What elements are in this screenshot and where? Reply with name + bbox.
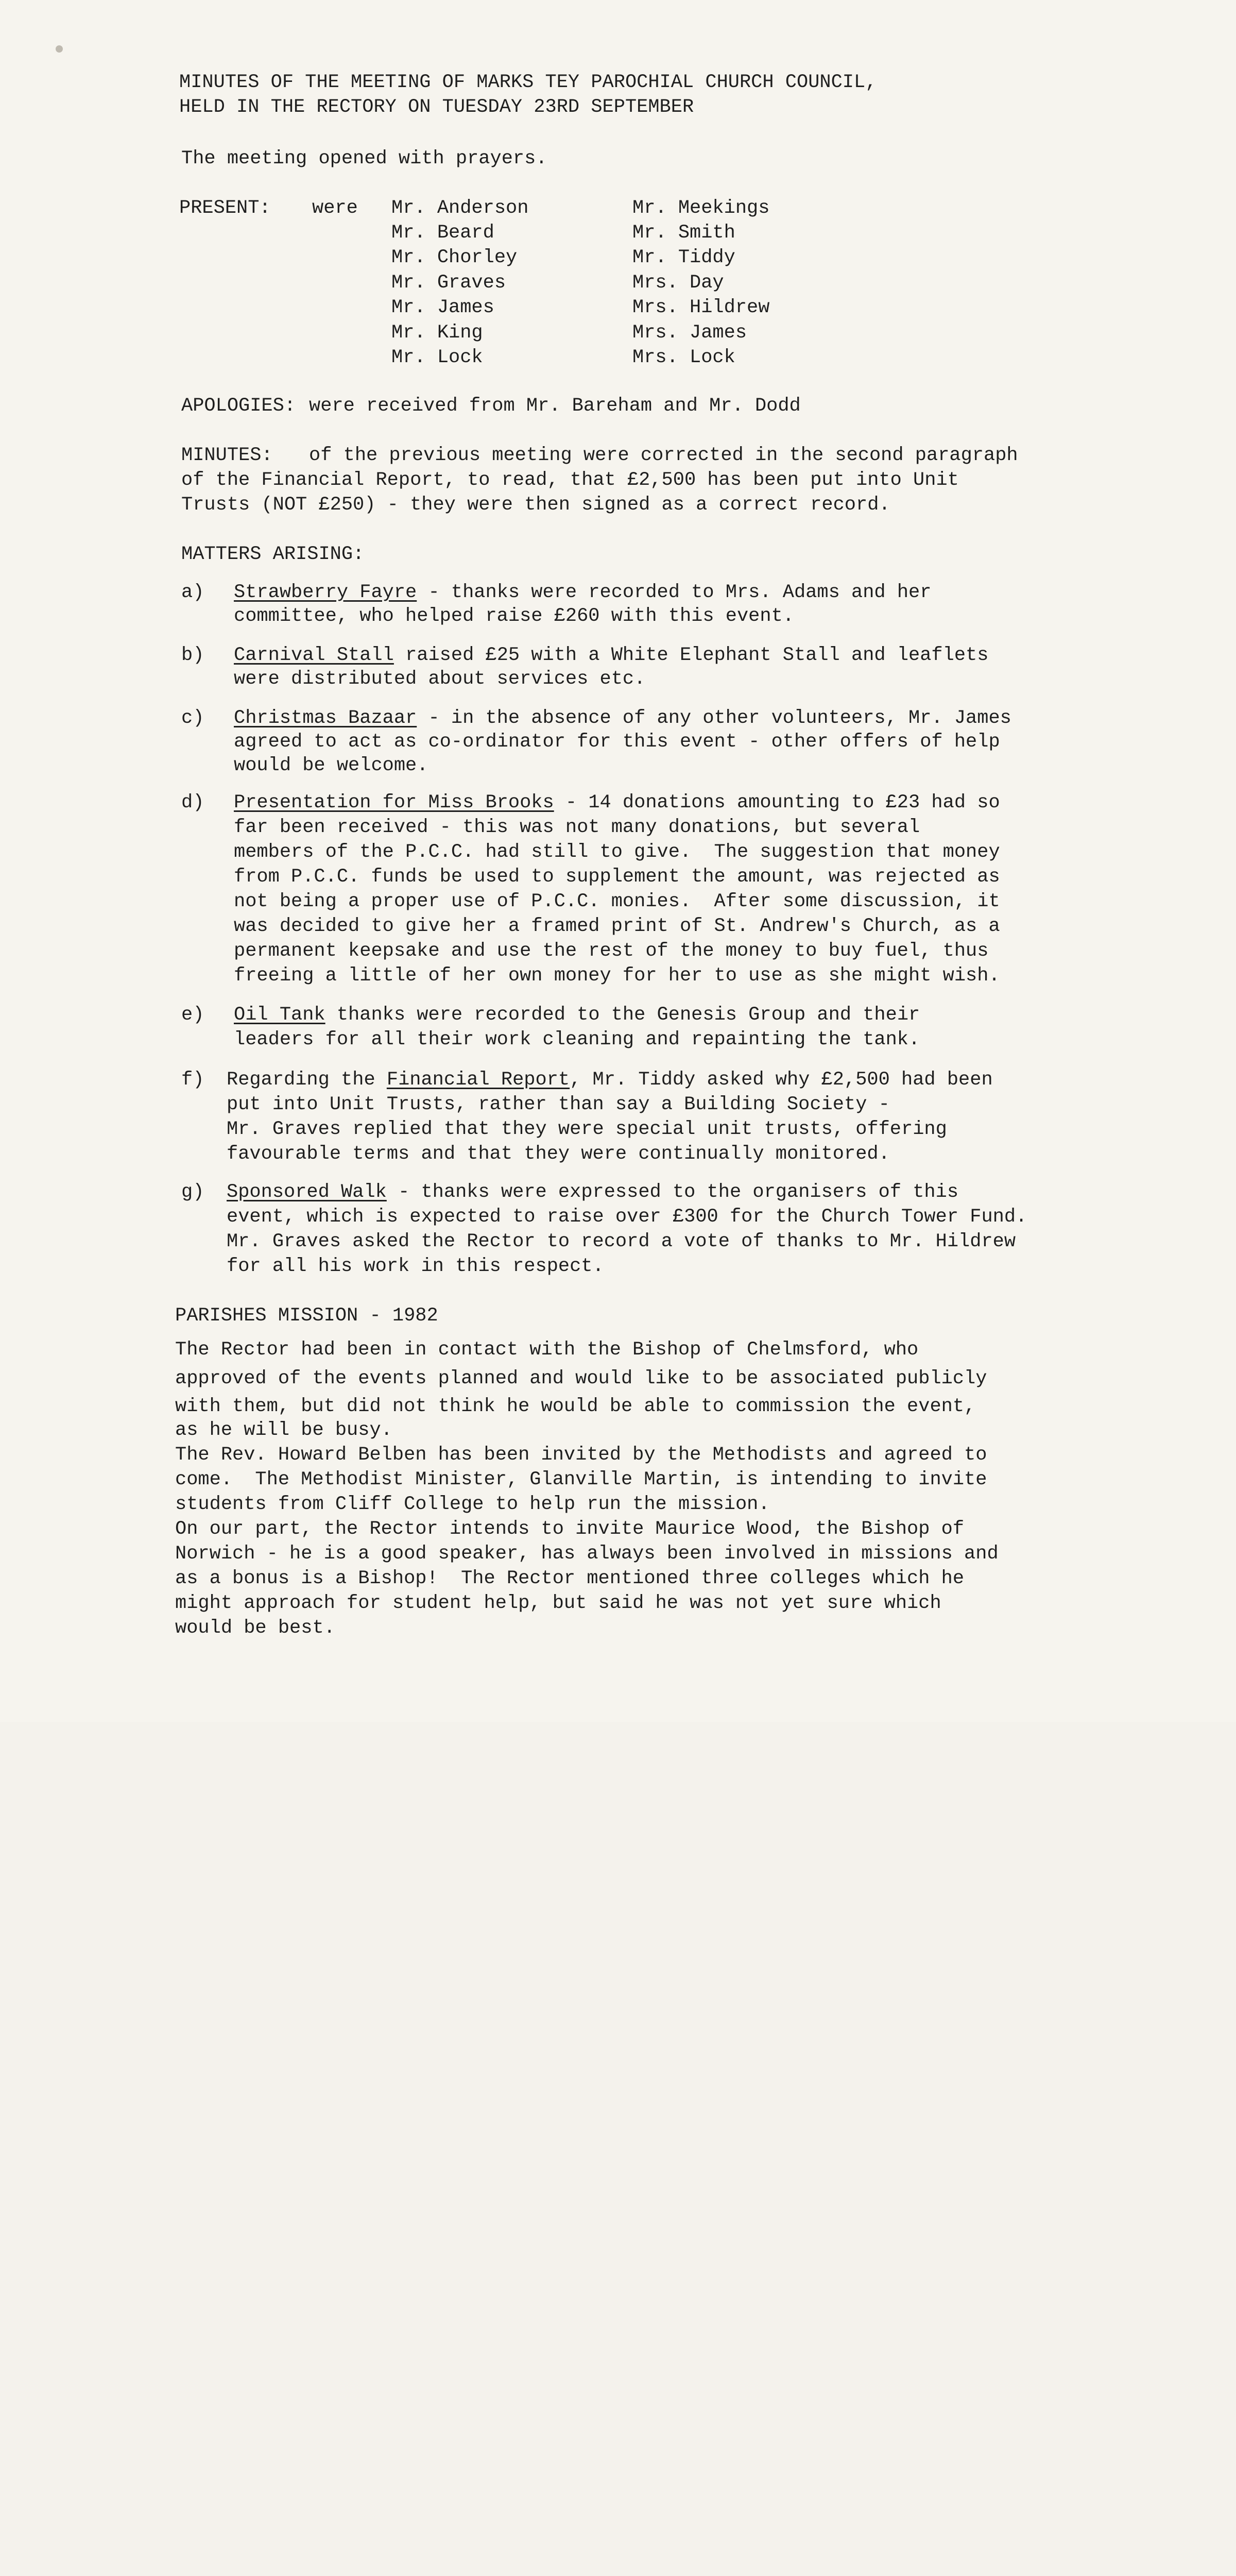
apologies-text: were received from Mr. Bareham and Mr. Dodd [309,395,801,417]
mission-line-8: On our part, the Rector intends to invite Maurice Wood, the Bishop of [175,1518,965,1540]
minutes-label: MINUTES: [181,445,273,466]
mission-line-10: as a bonus is a Bishop! The Rector mentioned three colleges which he [175,1568,965,1589]
item-c-text-1: - in the absence of any other volunteers, Mr. James [417,707,1011,729]
item-g-title: Sponsored Walk [227,1181,387,1203]
item-f-letter: f) [181,1069,204,1091]
item-f-line-3: Mr. Graves replied that they were special unit trusts, offering [227,1118,947,1140]
present-col2-row4: Mrs. Day [632,272,724,294]
mission-line-12: would be best. [175,1617,335,1639]
item-d-line-2: far been received - this was not many donations, but several [234,817,920,838]
item-d-line-7: permanent keepsake and use the rest of the money to buy fuel, thus [234,940,989,962]
minutes-line-1: of the previous meeting were corrected in the second paragraph [309,445,1018,466]
present-col1-row3: Mr. Chorley [391,247,518,268]
mission-line-4: as he will be busy. [175,1419,392,1441]
title-line-2: HELD IN THE RECTORY ON TUESDAY 23RD SEPTEMBER [179,96,694,118]
present-col2-row3: Mr. Tiddy [632,247,735,268]
present-word: were [312,197,358,219]
mission-line-1: The Rector had been in contact with the Bishop of Chelmsford, who [175,1339,919,1361]
item-e-letter: e) [181,1004,204,1026]
item-a-line-2: committee, who helped raise £260 with this event. [234,605,794,627]
present-col1-row6: Mr. King [391,322,483,344]
present-col1-row4: Mr. Graves [391,272,506,294]
item-d-line-1 [234,790,1000,816]
item-d-title: Presentation for Miss Brooks [234,792,554,814]
opening-line: The meeting opened with prayers. [181,148,547,170]
present-col1-row5: Mr. James [391,297,494,318]
present-col2-row5: Mrs. Hildrew [632,297,770,318]
item-c-line-3: would be welcome. [234,755,428,776]
mission-heading: PARISHES MISSION - 1982 [175,1305,438,1327]
item-g-line-2: event, which is expected to raise over £300 for the Church Tower Fund. [227,1206,1027,1228]
item-e-line-1 [234,1003,920,1028]
item-g-letter: g) [181,1181,204,1203]
item-g-line-3: Mr. Graves asked the Rector to record a vote of thanks to Mr. Hildrew [227,1231,1016,1252]
item-e-title: Oil Tank [234,1004,325,1026]
present-col1-row2: Mr. Beard [391,222,494,244]
present-col1-row1: Mr. Anderson [391,197,529,219]
item-d-letter: d) [181,792,204,814]
present-col1-row7: Mr. Lock [391,347,483,368]
item-e-text-1: thanks were recorded to the Genesis Group and their [325,1004,920,1026]
matters-heading: MATTERS ARISING: [181,544,365,565]
item-c-line-1 [234,706,1011,731]
present-col2-row7: Mrs. Lock [632,347,735,368]
item-b-line-2: were distributed about services etc. [234,668,646,690]
item-b-line-1 [234,643,988,668]
mission-line-2: approved of the events planned and would like to be associated publicly [175,1368,987,1389]
mission-line-7: students from Cliff College to help run the mission. [175,1494,770,1515]
item-a-title: Strawberry Fayre [234,582,417,603]
present-col2-row1: Mr. Meekings [632,197,770,219]
item-c-letter: c) [181,707,204,729]
mission-line-9: Norwich - he is a good speaker, has always been involved in missions and [175,1543,999,1565]
mission-line-3: with them, but did not think he would be able to commission the event, [175,1396,976,1417]
item-g-text-1: - thanks were expressed to the organisers of this [386,1181,959,1203]
item-f-text-1: , Mr. Tiddy asked why £2,500 had been [570,1069,993,1091]
mission-line-6: come. The Methodist Minister, Glanville Martin, is intending to invite [175,1469,987,1490]
item-g-line-1 [227,1180,958,1205]
item-b-title: Carnival Stall [234,645,394,666]
present-col2-row2: Mr. Smith [632,222,735,244]
item-f-title: Financial Report [386,1069,570,1091]
item-d-text-1: - 14 donations amounting to £23 had so [554,792,1000,814]
minutes-line-2: of the Financial Report, to read, that £2,500 has been put into Unit [181,469,959,491]
item-b-text-1: raised £25 with a White Elephant Stall and leaflets [393,645,989,666]
item-d-line-8: freeing a little of her own money for her to use as she might wish. [234,965,1000,987]
item-c-title: Christmas Bazaar [234,707,417,729]
mission-line-11: might approach for student help, but said he was not yet sure which [175,1592,941,1614]
item-c-line-2: agreed to act as co-ordinator for this event - other offers of help [234,731,1000,753]
title-line-1: MINUTES OF THE MEETING OF MARKS TEY PAROCHIAL CHURCH COUNCIL, [179,72,877,93]
item-e-line-2: leaders for all their work cleaning and repainting the tank. [234,1029,920,1050]
item-a-letter: a) [181,582,204,603]
present-label: PRESENT: [179,197,271,219]
item-b-letter: b) [181,645,204,666]
item-f-prefix: Regarding the [227,1069,387,1091]
item-f-line-1 [227,1067,993,1093]
item-a-line-1 [234,580,931,605]
item-f-line-2: put into Unit Trusts, rather than say a Building Society - [227,1094,890,1115]
present-col2-row6: Mrs. James [632,322,747,344]
item-d-line-5: not being a proper use of P.C.C. monies. After some discussion, it [234,891,1000,912]
item-f-line-4: favourable terms and that they were continually monitored. [227,1143,890,1165]
minutes-line-3: Trusts (NOT £250) - they were then signed as a correct record. [181,494,890,516]
apologies-label: APOLOGIES: [181,395,296,417]
item-d-line-6: was decided to give her a framed print of St. Andrew's Church, as a [234,916,1000,937]
mission-line-5: The Rev. Howard Belben has been invited by the Methodists and agreed to [175,1444,987,1466]
item-g-line-4: for all his work in this respect. [227,1256,604,1277]
item-d-line-3: members of the P.C.C. had still to give. The suggestion that money [234,841,1000,863]
item-d-line-4: from P.C.C. funds be used to supplement the amount, was rejected as [234,866,1000,888]
item-a-text-1: - thanks were recorded to Mrs. Adams and her [417,582,932,603]
